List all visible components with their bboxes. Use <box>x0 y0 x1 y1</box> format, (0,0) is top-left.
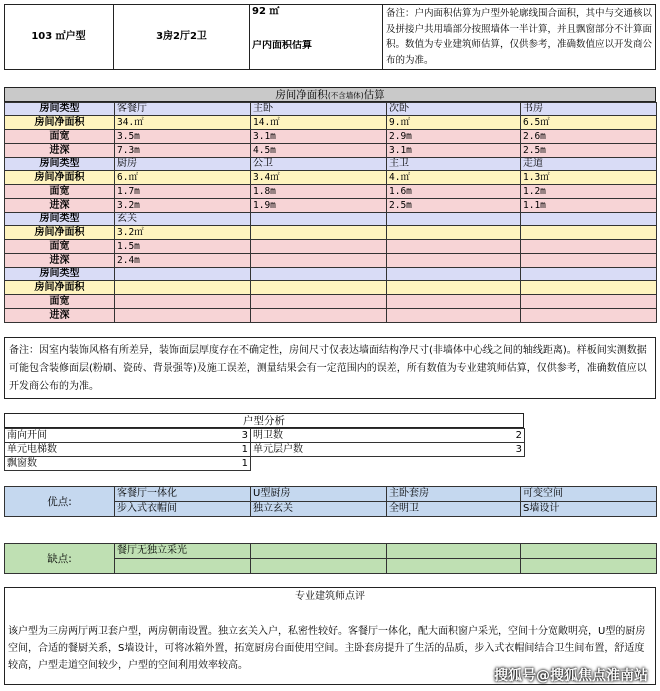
room-section-title-main: 房间净面积 <box>275 89 328 101</box>
room-cell: 2.5m <box>521 144 657 158</box>
room-cell: 1.5m <box>115 240 251 254</box>
room-cell <box>387 213 521 226</box>
room-table <box>4 102 657 323</box>
unit-area: 103 ㎡户型 <box>4 4 114 70</box>
room-cell <box>521 268 657 281</box>
row-label: 进深 <box>5 254 115 268</box>
room-cell: 2.4m <box>115 254 251 268</box>
room-cell: 1.7m <box>115 185 251 199</box>
analysis-right-label: 明卫数 <box>253 429 283 441</box>
cons <box>5 544 657 559</box>
cons-cell <box>521 559 657 574</box>
row-label: 房间净面积 <box>5 116 115 130</box>
row-label: 房间类型 <box>5 268 115 281</box>
row-label: 房间类型 <box>5 158 115 171</box>
room-section-title <box>4 87 656 102</box>
analysis-left-label: 南向开间 <box>7 429 47 441</box>
watermark: 搜狐号@搜狐焦点淮南站 <box>494 668 648 684</box>
analysis-right-value: 2 <box>515 429 522 441</box>
room-row <box>5 281 657 295</box>
pros-cell: 主卧套房 <box>387 487 521 502</box>
room-row <box>5 254 657 268</box>
analysis-left-value: 1 <box>241 443 248 455</box>
header-note: 备注：户内面积估算为户型外轮廓线围合面积，其中与交通核以及拼接户共用墙部分按照墙体一半计算，并且飘窗部分不计算面积。数值为专业建筑师估算，仅供参考，准确数值应以开发商公布的为准。 <box>386 8 652 66</box>
pros-cell: 独立玄关 <box>251 502 387 517</box>
pros-cell: 步入式衣帽间 <box>115 502 251 517</box>
room-cell: 34.㎡ <box>115 116 251 130</box>
cons-cell <box>251 559 387 574</box>
analysis-right-value: 3 <box>515 443 522 455</box>
room-cell: 1.9m <box>251 199 387 213</box>
room-cell: 1.6m <box>387 185 521 199</box>
room-cell: 9.㎡ <box>387 116 521 130</box>
analysis-right <box>251 429 525 443</box>
pros <box>5 487 657 502</box>
room-cell <box>521 226 657 240</box>
room-cell <box>521 295 657 309</box>
row-label: 进深 <box>5 199 115 213</box>
room-row <box>5 130 657 144</box>
room-row <box>5 199 657 213</box>
room-cell: 3.4㎡ <box>251 171 387 185</box>
room-cell: 次卧 <box>387 103 521 116</box>
room-cell: 1.3㎡ <box>521 171 657 185</box>
room-cell: 书房 <box>521 103 657 116</box>
room-row <box>5 309 657 323</box>
analysis-left <box>5 457 251 471</box>
analysis-right-label: 单元层户数 <box>253 443 303 455</box>
room-cell <box>251 295 387 309</box>
analysis-right <box>251 443 525 457</box>
room-cell: 7.3m <box>115 144 251 158</box>
analysis-left-label: 飘窗数 <box>7 457 37 469</box>
analysis-left <box>5 429 251 443</box>
room-cell: 3.1m <box>387 144 521 158</box>
room-cell: 4.5m <box>251 144 387 158</box>
room-row <box>5 268 657 281</box>
inner-area-label: 户内面积估算 <box>252 40 312 51</box>
room-cell <box>251 268 387 281</box>
room-cell <box>387 281 521 295</box>
room-cell <box>387 240 521 254</box>
pros-cell: S墙设计 <box>521 502 657 517</box>
room-row <box>5 213 657 226</box>
analysis-row <box>5 429 525 443</box>
room-cell: 1.2m <box>521 185 657 199</box>
room-cell: 客餐厅 <box>115 103 251 116</box>
review-title: 专业建筑师点评 <box>295 591 365 602</box>
room-cell: 3.1m <box>251 130 387 144</box>
unit-layout: 3房2厅2卫 <box>114 4 250 70</box>
room-cell <box>387 309 521 323</box>
room-cell: 6.5㎡ <box>521 116 657 130</box>
row-label: 房间净面积 <box>5 171 115 185</box>
room-row <box>5 144 657 158</box>
room-cell <box>521 240 657 254</box>
room-cell <box>115 268 251 281</box>
pros-cell: U型厨房 <box>251 487 387 502</box>
analysis-table <box>4 428 525 471</box>
pros-cell: 可变空间 <box>521 487 657 502</box>
room-row <box>5 240 657 254</box>
room-row <box>5 103 657 116</box>
room-cell: 2.5m <box>387 199 521 213</box>
row-label: 面宽 <box>5 240 115 254</box>
analysis-right <box>251 457 525 471</box>
room-cell: 4.㎡ <box>387 171 521 185</box>
room-cell: 主卧 <box>251 103 387 116</box>
room-cell: 14.㎡ <box>251 116 387 130</box>
room-cell <box>387 254 521 268</box>
pros-cell: 全明卫 <box>387 502 521 517</box>
row-label: 房间净面积 <box>5 281 115 295</box>
room-cell: 6.㎡ <box>115 171 251 185</box>
room-cell: 3.2㎡ <box>115 226 251 240</box>
room-cell: 3.5m <box>115 130 251 144</box>
room-row <box>5 226 657 240</box>
room-row <box>5 295 657 309</box>
room-cell <box>251 240 387 254</box>
room-cell <box>251 226 387 240</box>
room-cell <box>251 213 387 226</box>
room-section-title-small: (不含墙体) <box>327 91 364 100</box>
analysis-row <box>5 457 525 471</box>
analysis-row <box>5 443 525 457</box>
row-label: 面宽 <box>5 295 115 309</box>
row-label: 面宽 <box>5 185 115 199</box>
analysis-left-label: 单元电梯数 <box>7 443 57 455</box>
room-cell <box>251 254 387 268</box>
row-label: 面宽 <box>5 130 115 144</box>
analysis-title: 户型分析 <box>4 413 524 428</box>
room-cell: 厨房 <box>115 158 251 171</box>
room-cell <box>521 281 657 295</box>
pros-label: 优点: <box>5 487 115 517</box>
room-row <box>5 185 657 199</box>
cons-label: 缺点: <box>5 544 115 574</box>
room-cell <box>115 281 251 295</box>
row-label: 房间类型 <box>5 213 115 226</box>
room-cell: 公卫 <box>251 158 387 171</box>
inner-area-value: 92 ㎡ <box>252 6 280 17</box>
cons-table <box>4 543 657 574</box>
room-cell: 1.1m <box>521 199 657 213</box>
room-cell <box>115 295 251 309</box>
room-cell <box>115 309 251 323</box>
room-section-title-suffix: 估算 <box>363 89 385 101</box>
room-cell <box>521 254 657 268</box>
room-row <box>5 171 657 185</box>
row-label: 进深 <box>5 309 115 323</box>
row-label: 房间类型 <box>5 103 115 116</box>
room-cell <box>521 213 657 226</box>
room-cell: 走道 <box>521 158 657 171</box>
room-cell <box>387 268 521 281</box>
analysis-left <box>5 443 251 457</box>
cons-cell <box>251 544 387 559</box>
room-row <box>5 158 657 171</box>
room-cell <box>251 309 387 323</box>
analysis-left-value: 1 <box>241 457 248 469</box>
room-row <box>5 116 657 130</box>
room-cell: 2.9m <box>387 130 521 144</box>
room-cell: 3.2m <box>115 199 251 213</box>
room-cell: 玄关 <box>115 213 251 226</box>
review-text: 该户型为三房两厅两卫套户型，两房朝南设置。独立玄关入户，私密性较好。客餐厅一体化，配大面积窗户采光，空间十分宽敞明亮，U型的厨房空间，合适的餐厨关系，S墙设计，可将冰箱外置，拓宽厨房台面使用空间。主卧套房提升了生活的品质，步入式衣帽间结合卫生间布置，舒适度较高，户型走道空间较少，户型的空间利用效率较高。 <box>8 626 646 671</box>
pros-cell: 客餐厅一体化 <box>115 487 251 502</box>
cons-cell <box>521 544 657 559</box>
room-cell <box>387 226 521 240</box>
room-cell: 1.8m <box>251 185 387 199</box>
room-cell <box>387 295 521 309</box>
inner-area-divider <box>382 4 383 70</box>
cons-cell <box>387 544 521 559</box>
room-cell <box>251 281 387 295</box>
room-cell <box>521 309 657 323</box>
cons-cell <box>115 559 251 574</box>
pros-table <box>4 486 657 517</box>
room-cell: 主卫 <box>387 158 521 171</box>
cons-cell <box>387 559 521 574</box>
room-note: 备注：因室内装饰风格有所差异，装饰面层厚度存在不确定性，房间尺寸仅表达墙面结构净尺寸(非墙体中心线之间的轴线距离)。样板间实测数据可能包含装修面层(粉刷、瓷砖、背景强等)及施工误差，测量结果会有一定范围内的误差，所有数值为专业建筑师估算，仅供参考，准确数值应以开发商公布的为准。 <box>4 337 656 399</box>
analysis-left-value: 3 <box>241 429 248 441</box>
row-label: 房间净面积 <box>5 226 115 240</box>
cons-cell: 餐厅无独立采光 <box>115 544 251 559</box>
row-label: 进深 <box>5 144 115 158</box>
room-cell: 2.6m <box>521 130 657 144</box>
